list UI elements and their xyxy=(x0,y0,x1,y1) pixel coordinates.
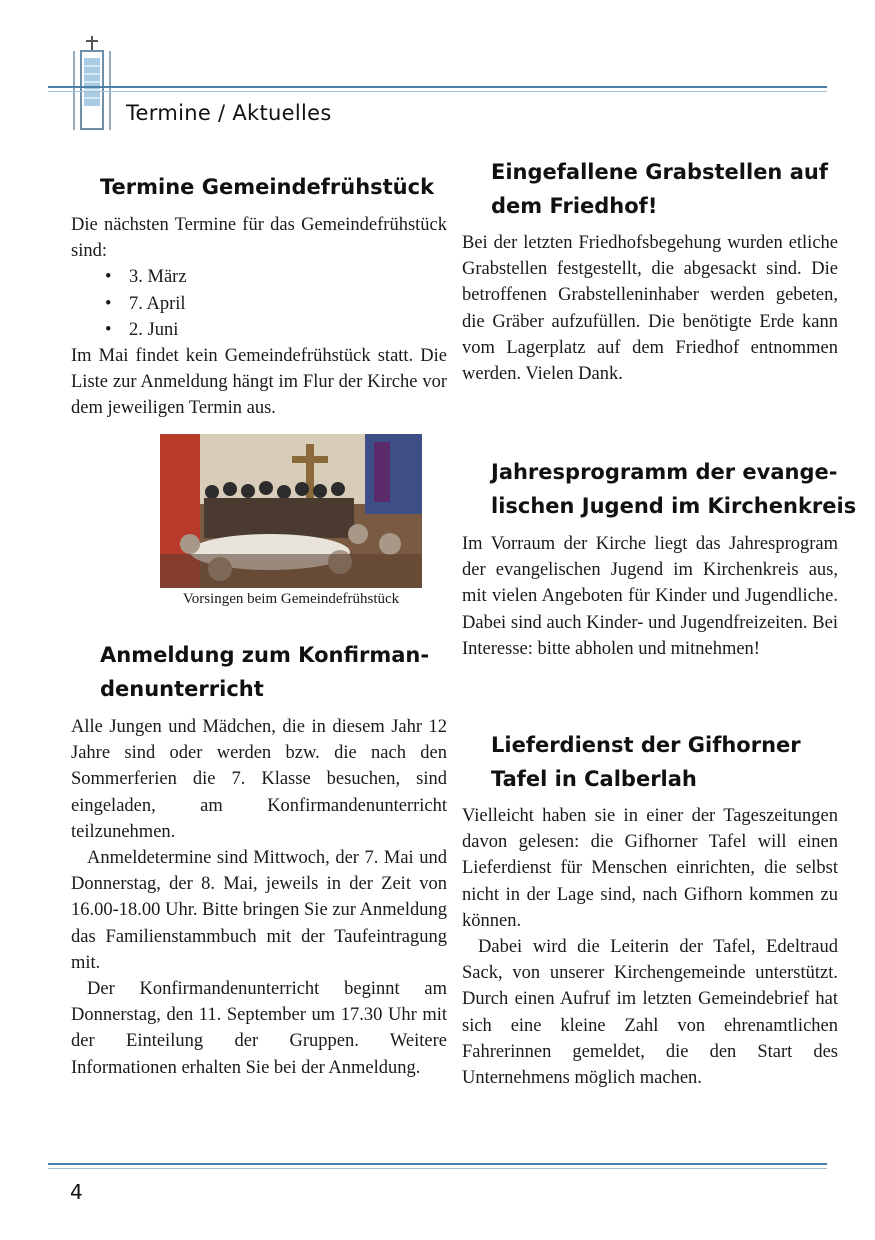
tafel-p2: Dabei wird die Leiterin der Tafel, Edeltraud Sack, von unserer Kirchengemeinde unterstützt. Durch einen Aufruf im letzten Gemeindebrief hat sich eine kleine Zahl von ehrenamtlichen Fahrerinnen gemeldet, die den Start des Unternehmens möglich machen. xyxy=(462,937,838,1089)
list-item: • 2. Juni xyxy=(129,317,447,343)
page-section-title: Termine / Aktuelles xyxy=(126,101,332,125)
heading-konfirmanden-line2: denunterricht xyxy=(100,677,264,701)
grabstellen-body: Bei der letzten Friedhofsbegehung wurden etliche Grabstellen festgestellt, die abgesackt sind. Die betroffenen Grabstelleninhaber werden gebeten, die Gräber aufzufüllen. Die benötigte Erde kann vom Lagerplatz auf dem Friedhof entnommen werden. Vielen Dank. xyxy=(462,233,838,385)
jahresprogramm-body: Im Vorraum der Kirche liegt das Jahresprogram der evangelischen Jugend im Kirchenkreis aus, mit vielen Angeboten für Kinder und Jugendliche. Dabei sind auch Kinder- und Jugendfreizeiten. Bei Interesse: bitte abholen und mitnehmen! xyxy=(462,534,838,659)
jahresprogramm-text xyxy=(462,531,838,662)
fruehstueck-intro: Die nächsten Termine für das Gemeindefrühstück sind: xyxy=(71,215,447,262)
list-item: • 7. April xyxy=(129,291,447,317)
tafel-text xyxy=(462,803,838,1091)
page-number: 4 xyxy=(70,1180,83,1204)
list-item: • 3. März xyxy=(129,264,447,290)
heading-gemeindefruehstueck: Termine Gemeindefrühstück xyxy=(100,175,435,199)
heading-tafel-line2: Tafel in Calberlah xyxy=(491,767,697,791)
konfirmanden-p2: Anmeldetermine sind Mittwoch, der 7. Mai und Donnerstag, der 8. Mai, jeweils in der Zeit von 16.00-18.00 Uhr. Bitte bringen Sie zur Anmeldung das Familienstammbuch mit der Taufeintragung mit. xyxy=(71,848,447,973)
fruehstueck-body: Im Mai findet kein Gemeindefrühstück statt. Die Liste zur Anmeldung hängt im Flur der Kirche vor dem jeweiligen Termin aus. xyxy=(71,346,447,419)
heading-konfirmanden-line1: Anmeldung zum Konfirman- xyxy=(100,643,430,667)
header-rule xyxy=(48,86,827,88)
konfirmanden-text xyxy=(71,714,447,1081)
photo-choir-singing xyxy=(160,434,422,588)
heading-jahresprogramm-line1: Jahresprogramm der evange- xyxy=(491,460,838,484)
heading-tafel-line1: Lieferdienst der Gifhorner xyxy=(491,733,801,757)
church-tower-logo xyxy=(72,36,112,132)
konfirmanden-p3: Der Konfirmandenunterricht beginnt am Donnerstag, den 11. September um 17.30 Uhr mit der Einteilung der Gruppen. Weitere Informationen erhalten Sie bei der Anmeldung. xyxy=(71,979,447,1078)
grabstellen-text xyxy=(462,230,838,387)
footer-rule-thin xyxy=(48,1168,827,1169)
heading-grabstellen-line1: Eingefallene Grabstellen auf xyxy=(491,160,828,184)
heading-grabstellen-line2: dem Friedhof! xyxy=(491,194,658,218)
footer-rule xyxy=(48,1163,827,1165)
header-rule-thin xyxy=(48,91,827,92)
photo-caption: Vorsingen beim Gemeindefrühstück xyxy=(182,591,400,607)
fruehstueck-date-list xyxy=(71,264,447,343)
heading-jahresprogramm-line2: lischen Jugend im Kirchenkreis xyxy=(491,494,857,518)
konfirmanden-p1: Alle Jungen und Mädchen, die in diesem Jahr 12 Jahre sind oder werden bzw. die nach den Sommerferien die 7. Klasse besuchen, sind eingeladen, am Konfirmandenunterricht teilzunehmen. xyxy=(71,717,447,842)
tafel-p1: Vielleicht haben sie in einer der Tageszeitungen davon gelesen: die Gifhorner Tafel will einen Lieferdienst für Menschen einrichten, die selbst nicht in der Lage sind, nach Gifhorn kommen zu können. xyxy=(462,806,838,931)
fruehstueck-text xyxy=(71,212,447,422)
